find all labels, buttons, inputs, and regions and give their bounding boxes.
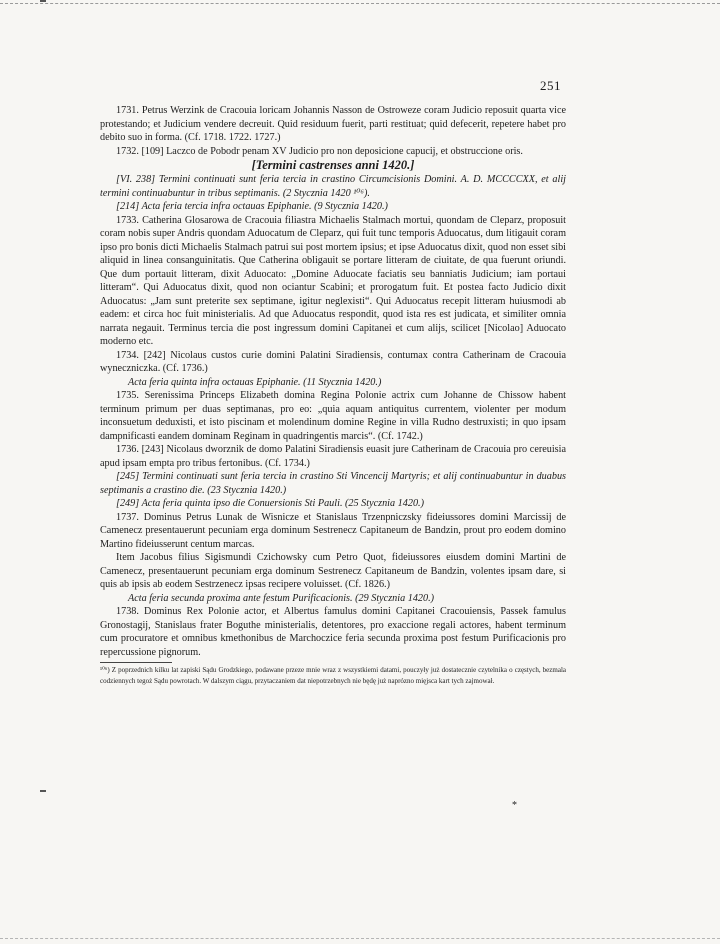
note-249: [249] Acta feria quinta ipso die Conuersionis Sti Pauli. (25 Stycznia 1420.) — [116, 498, 424, 509]
acta-note-1: Acta feria quinta infra octauas Epiphanie. (11 Stycznia 1420.) — [128, 376, 382, 388]
entry-1732: 1732. [109] Laczco de Pobodr penam XV Judicio pro non deposicione capucij, et obstruccione oris. — [116, 145, 523, 157]
page-number: 251 — [540, 78, 561, 93]
footnote-divider — [100, 662, 172, 663]
note-245: [245] Termini continuati sunt feria tercia in crastino Sti Vincencij Martyris; et alij continuabuntur in duabus septimanis a crastino die. (23 Stycznia 1420.) — [100, 471, 566, 496]
note-238: [VI. 238] Termini continuati sunt feria tercia in crastino Circumcisionis Domini. A. D. MCCCCXX, et alij termini continuabuntur in tribus septimanis. (2 Stycznia 1420 ¹⁰⁶). — [100, 174, 566, 199]
entry-item: Item Jacobus filius Sigismundi Czichowsky cum Petro Quot, fideiussores eiusdem domini Martini de Camenecz, presentauerunt pecuniam erga dominum Sestrenecz Capitaneum de Bandzin, volentes ipsam dare, si quis ab ipsis ab eodem Sestrzenecz ipsas recipere voluisset. (Cf. 1826.) — [100, 552, 566, 590]
footnote: ¹⁰⁶) Z poprzednich kilku lat zapiski Sądu Grodzkiego, podawane przeze mnie wraz z wszystkiemi datami, pouczyły już dostatecznie czytelnika o częstych, bezmala codziennych tegoż Sądu powrotach. W dalszym ciągu, przytaczaniem dat niepotrzebnych nie będę już naprózno mięjsca kart tych zajmował. — [100, 666, 566, 685]
scan-mark — [40, 0, 46, 2]
entry-1736: 1736. [243] Nicolaus dworznik de domo Palatini Siradiensis euasit jure Catherinam de Cracouia pro cereuisia apud ipsam empta pro tribus fertonibus. (Cf. 1734.) — [100, 444, 566, 469]
entry-1735: 1735. Serenissima Princeps Elizabeth domina Regina Polonie actrix cum Johanne de Chissow habent terminum primum per duas septimanas, pro eo: „quia aquam antiquitus currentem, violenter per modum inconsuetum deduxisti, et isto piscinam et molendinum domine Regine in villa Rudno destruxisti; in quo ipsam dampnificasti eandem dominam Reginam in quadringentis marcis“. (Cf. 1742.) — [100, 390, 566, 442]
entry-1737: 1737. Dominus Petrus Lunak de Wisnicze et Stanislaus Trzenpniczsky fideiussores domini Marcissij de Camenecz presentauerunt pecuniam erga dominum Sestrenecz Capitaneum de Bandzin, prout pro eodem domino Martino fideiusserunt centum marcas. — [100, 511, 566, 550]
note-214: [214] Acta feria tercia infra octauas Epiphanie. (9 Stycznia 1420.) — [116, 201, 388, 212]
scan-mark — [40, 790, 46, 792]
entry-1731: 1731. Petrus Werzink de Cracouia loricam Johannis Nasson de Ostroweze coram Judicio reposuit quarta vice protestando; et Judicium vendere decreuit. Quid residuum fuerit, parti restituat; quid defecerit, repetere habet pro debito suo in forma. (Cf. 1718. 1722. 1727.) — [100, 105, 566, 143]
acta-note-2: Acta feria secunda proxima ante festum Purificacionis. (29 Stycznia 1420.) — [128, 592, 435, 604]
section-heading: [Termini castrenses anni 1420.] — [251, 158, 415, 172]
entry-1733: 1733. Catherina Glosarowa de Cracouia filiastra Michaelis Stalmach mortui, quondam de Cleparz, proposuit coram nobis super Andris quondam Aduocatum de Cleparz, qui fuit tunc temporis Aduocatus, dum litigauit coram ipso pro bonis dicti Michaelis Stalmach patrui sui post mortem ipsius; et ipse Aduocatus dixit, quod non esset sibi aliquid in linea consanguinitatis. Que Catherina obligauit se portare litteram de ciuitate, de qua fuerunt oriundi. Que dum portauit litteram, dixit Aduocato: „Domine Aduocate faciatis seu banniatis Judicium; iam portaui litteram“. Qui Aduocatus dixit, quod non ociantur Scabini; et prorogatum fuit. Et postea facto Judicio dixit Aduocatus: „Jam sunt preterite sex septimane, igitur neglexisti“. Qui Aduocatus recepit litteram huiusmodi ab eadem: et circa hoc fuit ministerialis. Ad que Aduocatus respondit, quod ista res est judicata, et similiter omnia narrata negauit. Terminus tercia die post ingressum domini Capitanei et cum alijs, scilicet [Nicolao] Aduocato moderno etc. — [100, 214, 566, 347]
entry-1734: 1734. [242] Nicolaus custos curie domini Palatini Siradiensis, contumax contra Catherinam de Cracouia wyneczniczka. (Cf. 1736.) — [100, 349, 566, 374]
scan-bottom-edge — [0, 938, 720, 939]
entry-1738: 1738. Dominus Rex Polonie actor, et Albertus famulus domini Capitanei Cracouiensis, Passek famulus Gronostagij, Stanislaus frater Boguthe ministerialis, detentores, pro exaccione regali actores, habent terminum cum procuratore et omnibus kmethonibus de Marchoczice feria secunda proxima post festum Purificacionis pro repercussione pignorum. — [100, 606, 566, 658]
asterisk-mark: * — [512, 800, 517, 811]
scan-top-edge — [0, 3, 720, 4]
page-body — [100, 104, 566, 686]
